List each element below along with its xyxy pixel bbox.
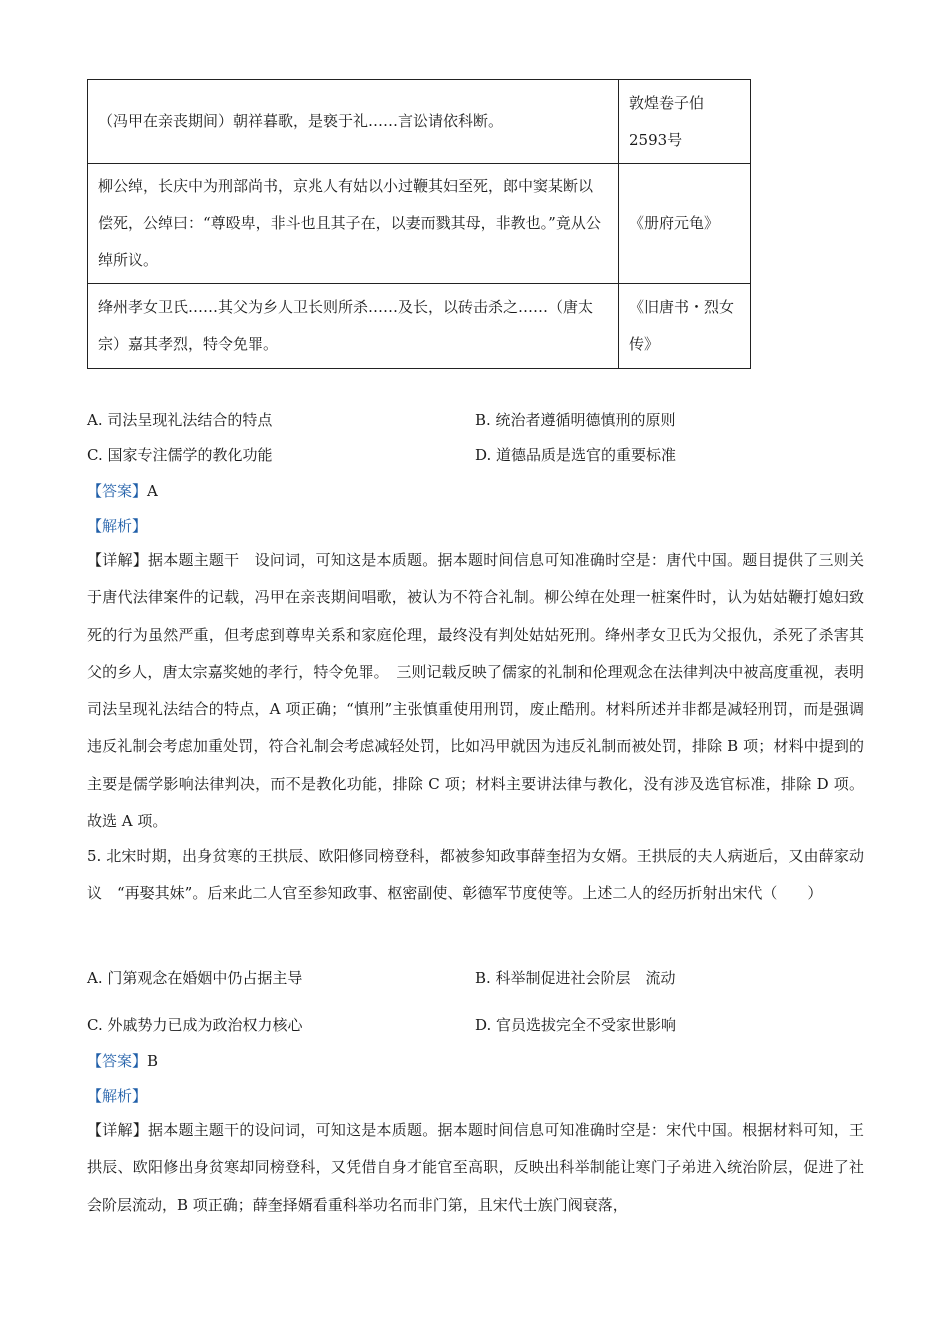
detail-tag: 【详解】 — [87, 1121, 148, 1139]
table-row — [88, 80, 751, 164]
detail-text: 据本题主题干的设问词，可知这是本质题。据本题时间信息可知准确时空是：宋代中国。根据材料可知，王拱辰、欧阳修出身贫寒却同榜登科，又凭借自身才能官至高职，反映出科举制能让寒门子弟进入统治阶层，促进了社会阶层流动，B 项正确；薛奎择婿看重科举功名而非门第，且宋代士族门阀衰落， — [87, 1121, 864, 1214]
q5-option-a: A. 门第观念在婚姻中仍占据主导 — [87, 969, 303, 987]
source-table — [87, 79, 751, 369]
q4-option-a: A. 司法呈现礼法结合的特点 — [87, 411, 273, 429]
answer-value: A — [147, 482, 158, 500]
q4-option-b: B. 统治者遵循明德慎刑的原则 — [475, 411, 676, 429]
detail-tag: 【详解】 — [87, 551, 148, 569]
answer-tag: 【答案】 — [87, 1052, 148, 1070]
q5-stem: 5. 北宋时期，出身贫寒的王拱辰、欧阳修同榜登科，都被参知政事薛奎招为女婿。王拱辰的夫人病逝后，又由薛家动议 “再娶其妹”。后来此二人官至参知政事、枢密副使、彰德军节度使等。上述二人的经历折射出宋代（ ） — [87, 847, 864, 903]
q5-detail-paragraph — [87, 1112, 864, 1224]
analysis-tag: 【解析】 — [87, 1087, 148, 1105]
q5-analysis-line — [87, 1085, 147, 1106]
q4-analysis-line — [87, 515, 147, 536]
q5-option-b: B. 科举制促进社会阶层 流动 — [475, 969, 676, 987]
q5-option-c: C. 外戚势力已成为政治权力核心 — [87, 1016, 303, 1034]
table-row — [88, 164, 751, 284]
q5-option-d: D. 官员选拔完全不受家世影响 — [475, 1016, 677, 1034]
detail-text: 据本题主题干 设问词，可知这是本质题。据本题时间信息可知准确时空是：唐代中国。题目提供了三则关于唐代法律案件的记载，冯甲在亲丧期间唱歌，被认为不符合礼制。柳公绰在处理一桩案件时，认为姑姑鞭打媳妇致死的行为虽然严重，但考虑到尊卑关系和家庭伦理，最终没有判处姑姑死刑。绛州孝女卫氏为父报仇，杀死了杀害其父的乡人，唐太宗嘉奖她的孝行，特令免罪。 三则记载反映了儒家的礼制和伦理观念在法律判决中被高度重视，表明司法呈现礼法结合的特点，A 项正确；“慎刑”主张慎重使用刑罚，废止酷刑。材料所述并非都是减轻刑罚，而是强调违反礼制会考虑加重处罚，符合礼制会考虑减轻处罚，比如冯甲就因为违反礼制而被处罚，排除 B 项；材料中提到的主要是儒学影响法律判决，而不是教化功能，排除 C 项；材料主要讲法律与教化，没有涉及选官标准，排除 D 项。故选 A 项。 — [87, 551, 864, 831]
table-cell-text: 柳公绰，长庆中为刑部尚书，京兆人有姑以小过鞭其妇至死，郎中窦某断以偿死，公绰曰：“尊殴卑，非斗也且其子在，以妻而戮其母，非教也。”竟从公绰所议。 — [88, 164, 619, 284]
analysis-tag: 【解析】 — [87, 517, 148, 535]
q4-answer-line — [87, 480, 158, 501]
table-cell-text: 绛州孝女卫氏……其父为乡人卫长则所杀……及长，以砖击杀之……（唐太宗）嘉其孝烈，特令免罪。 — [88, 284, 619, 369]
q4-option-c: C. 国家专注儒学的教化功能 — [87, 446, 273, 464]
table-cell-source: 《旧唐书・烈女传》 — [619, 284, 751, 369]
answer-tag: 【答案】 — [87, 482, 148, 500]
table-cell-source: 《册府元龟》 — [619, 164, 751, 284]
table-cell-source: 敦煌卷子伯2593号 — [619, 80, 751, 164]
table-cell-text: （冯甲在亲丧期间）朝祥暮歌，是亵于礼……言讼请依科断。 — [88, 80, 619, 164]
answer-value: B — [147, 1052, 159, 1070]
table-row — [88, 284, 751, 369]
q4-option-d: D. 道德品质是选官的重要标准 — [475, 446, 677, 464]
q5-answer-line — [87, 1050, 158, 1071]
q4-detail-paragraph — [87, 542, 864, 840]
